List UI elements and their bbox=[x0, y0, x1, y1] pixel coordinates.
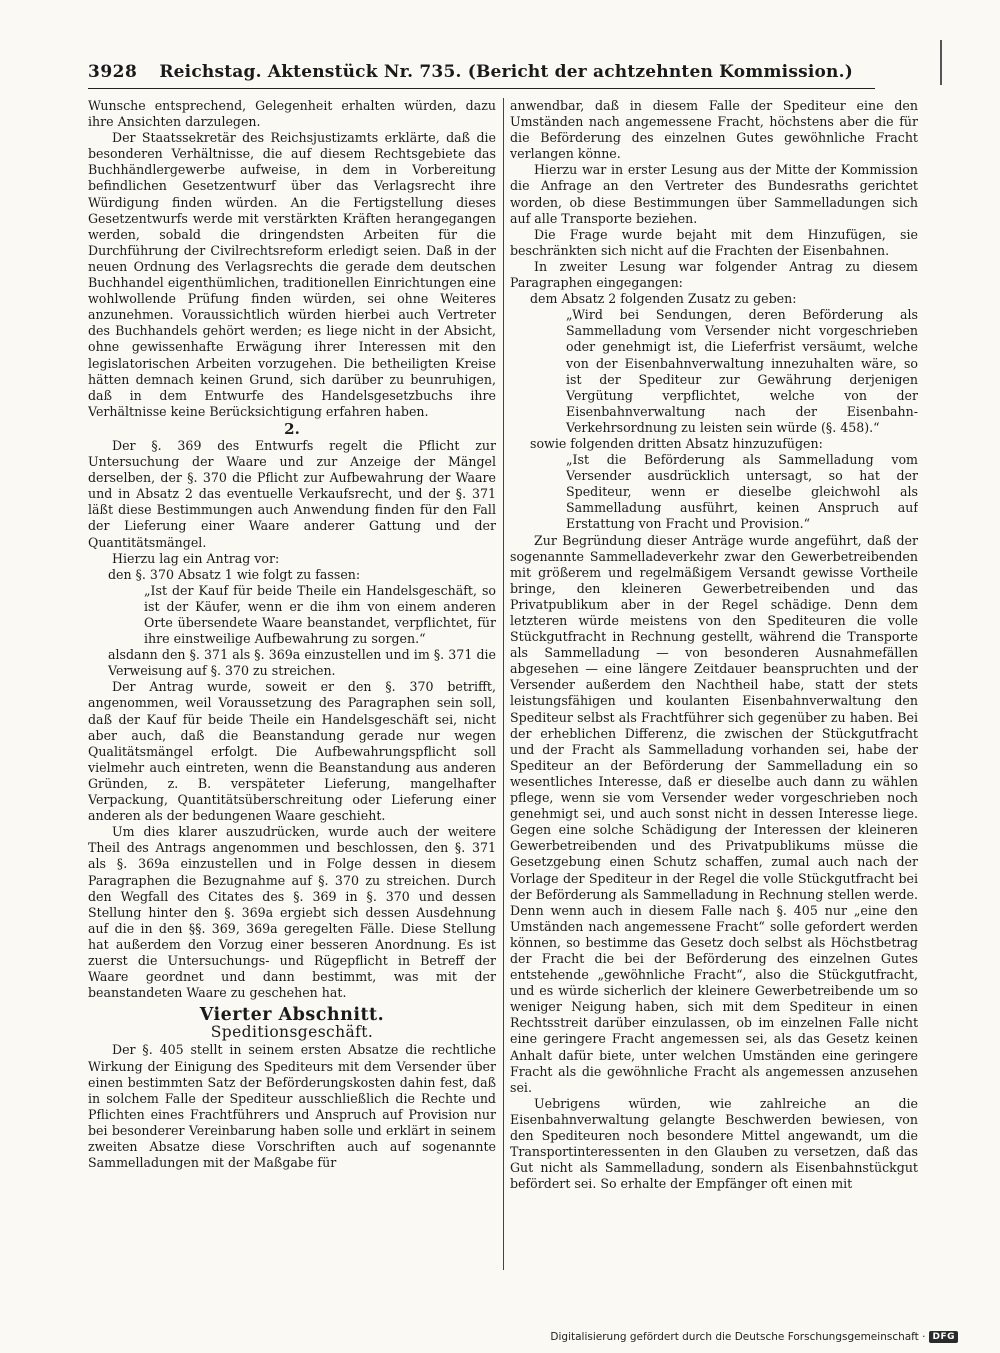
paragraph: Hierzu war in erster Lesung aus der Mitte der Kommission die Anfrage an den Vertreter des Bundesraths gerichtet worden, ob diese Bestimmungen über Sammelladungen sich auf alle Transporte beziehen. bbox=[510, 162, 918, 226]
subsection-heading: Speditionsgeschäft. bbox=[210, 1023, 374, 1042]
paragraph: dem Absatz 2 folgenden Zusatz zu geben: bbox=[530, 291, 797, 307]
page-number: 3928 bbox=[88, 62, 138, 82]
paragraph: Der Staatssekretär des Reichsjustizamts erklärte, daß die besonderen Verhältnisse, die auf diesem Rechtsgebiete das Buchhändlergewerbe aufweise, in dem in Vorbereitung befindlichen Gesetzentwurf über das Verlagsrecht ihre Würdigung finden würden. An die Fertigstellung dieses Gesetzentwurfs werde mit verstärkten Kräften herangegangen werden, sobald die dringendsten Arbeiten für die Durchführung der Civilrechtsreform erledigt seien. Daß in der neuen Ordnung des Verlagsrechts die gerade dem deutschen Buchhandel eigenthümlichen, traditionellen Einrichtungen eine wohlwollende Prüfung finden würden, sei ohne Weiteres anzunehmen. Voraussichtlich würden hierbei auch Vertreter des Buchhandels gehört werden; es liege nicht in der Absicht, ohne gewissenhafte Erwägung ihrer Interessen mit den legislatorischen Arbeiten vorzugehen. Die betheiligten Kreise hätten demnach keinen Grund, sich darüber zu beunruhigen, daß in dem Entwurfe des Handelsgesetzbuchs ihre Verhältnisse keine Berücksichtigung erfahren haben. bbox=[88, 130, 496, 419]
paragraph: den §. 370 Absatz 1 wie folgt zu fassen: bbox=[108, 566, 361, 582]
column-divider bbox=[503, 98, 504, 1270]
paragraph: „Ist die Beförderung als Sammelladung vom Versender ausdrücklich untersagt, so hat der Spediteur, wenn er dieselbe gleichwohl als Sammelladung ausführt, keinen Anspruch auf Erstattung von Fracht und Provision.“ bbox=[566, 452, 918, 532]
footer-text: Digitalisierung gefördert durch die Deutsche Forschungsgemeinschaft · bbox=[550, 1331, 926, 1343]
paragraph: Uebrigens würden, wie zahlreiche an die Eisenbahnverwaltung gelangte Beschwerden bewiesen, von den Spediteuren noch besondere Mittel angewandt, um die Transportinteressenten in den Glauben zu versetzen, daß das Gut nicht als Sammelladung, sondern als Eisenbahnstückgut befördert sei. So erhalte der Empfänger oft einen mit bbox=[510, 1095, 918, 1192]
paragraph: anwendbar, daß in diesem Falle der Spediteur eine den Umständen nach angemessene Fracht, höchstens aber die für die Beförderung des einzelnen Gutes gewöhnliche Fracht verlangen könne. bbox=[510, 98, 918, 162]
paragraph: Die Frage wurde bejaht mit dem Hinzufügen, sie beschränkten sich nicht auf die Frachten der Eisenbahnen. bbox=[510, 226, 918, 258]
scan-edge-mark bbox=[940, 40, 942, 85]
paragraph: „Ist der Kauf für beide Theile ein Handelsgeschäft, so ist der Käufer, wenn er die ihm von einem anderen Orte übersendete Waare beanstandet, verpflichtet, für ihre einstweilige Aufbewahrung zu sorgen.“ bbox=[144, 582, 496, 647]
paragraph: Wunsche entsprechend, Gelegenheit erhalten würden, dazu ihre Ansichten darzulegen. bbox=[88, 98, 496, 130]
header-rule bbox=[88, 88, 875, 89]
paragraph: Hierzu lag ein Antrag vor: bbox=[112, 550, 280, 566]
paragraph: Zur Begründung dieser Anträge wurde angeführt, daß der sogenannte Sammelladeverkehr zwar den Gewerbetreibenden mit größerem und regelmäßigem Versandt gewisse Vortheile bringe, den kleineren Gewerbetreibenden und das Privatpublikum aber in der Regel schädige. Denn dem letzteren würde meistens von den Spediteuren die volle Stückgutfracht in Rechnung gestellt, während die Transporte als Sammelladung — von besonderen Ausnahmefällen abgesehen — eine längere Zeitdauer beanspruchten und der Versender außerdem den Nachtheil habe, statt der stets leistungsfähigen und koulanten Eisenbahnverwaltung den Spediteur selbst als Frachtführer sich gegenüber zu haben. Bei der erheblichen Differenz, die zwischen der Stückgutfracht und der Fracht als Sammelladung vorhanden sei, habe der Spediteur an der Beförderung der Sammelladung ein so wesentliches Interesse, daß er dieselbe auch dann zu wählen pflege, wenn sie vom Versender weder vorgeschrieben noch genehmigt sei, und auch sonst nicht in dessen Interesse liege. Gegen eine solche Schädigung der Interessen der kleineren Gewerbetreibenden und des Privatpublikums müsse die Gesetzgebung einen Schutz schaffen, zumal auch nach der Vorlage der Spediteur in der Regel die volle Stückgutfracht bei der Beförderung als Sammelladung in Rechnung stellen werde. Denn wenn auch in diesem Falle nach §. 405 nur „eine den Umständen nach angemessene Fracht“ solle gefordert werden können, so bestimme das Gesetz doch selbst als Höchstbetrag der Fracht die bei der Beförderung des einzelnen Gutes entstehende „gewöhnliche Fracht“, also die Stückgutfracht, und es würde sicherlich der kleinere Gewerbetreibende um so weniger Neigung haben, sich mit dem Spediteur in einen Rechtsstreit darüber einzulassen, ob im einzelnen Falle nicht eine geringere Fracht angemessen sei, als das Gesetz keinen Anhalt dafür biete, unter welchen Umständen eine geringere Fracht als die gewöhnliche Fracht als angemessen anzusehen sei. bbox=[510, 532, 918, 1095]
left-column bbox=[88, 98, 496, 1270]
page-running-title: Reichstag. Aktenstück Nr. 735. (Bericht der achtzehnten Kommission.) bbox=[159, 62, 853, 82]
paragraph: sowie folgenden dritten Absatz hinzuzufügen: bbox=[530, 435, 823, 451]
paragraph: Um dies klarer auszudrücken, wurde auch der weitere Theil des Antrags angenommen und beschlossen, den §. 371 als §. 369a einzustellen und in Folge dessen in diesem Paragraphen die Bezugnahme auf §. 370 zu streichen. Durch den Wegfall des Citates des §. 369 in §. 370 und dessen Stellung hinter den §. 369a ergiebt sich dessen Ausdehnung auf die in den §§. 369, 369a geregelten Fälle. Diese Stellung hat außerdem den Vorzug einer besseren Anordnung. Es ist zuerst die Untersuchungs- und Rügepflicht in Betreff der Waare geordnet und dann bestimmt, was mit der beanstandeten Waare zu geschehen hat. bbox=[88, 824, 496, 1001]
dfg-logo: DFG bbox=[929, 1331, 958, 1343]
paragraph: In zweiter Lesung war folgender Antrag zu diesem Paragraphen eingegangen: bbox=[510, 258, 918, 291]
section-heading: Vierter Abschnitt. bbox=[199, 1005, 385, 1026]
item-number: 2. bbox=[284, 419, 300, 438]
page-header bbox=[88, 58, 875, 86]
paragraph: Der §. 369 des Entwurfs regelt die Pflicht zur Untersuchung der Waare und zur Anzeige der Mängel derselben, der §. 370 die Pflicht zur Aufbewahrung der Waare und in Absatz 2 das eventuelle Verkaufsrecht, und der §. 371 läßt diese Bestimmungen auch Anwendung finden für den Fall der Lieferung einer Waare anderer Gattung und der Quantitätsmängel. bbox=[88, 437, 496, 550]
paragraph: Der Antrag wurde, soweit er den §. 370 betrifft, angenommen, weil Voraussetzung des Paragraphen sein soll, daß der Kauf für beide Theile ein Handelsgeschäft sei, nicht aber auch, daß die Beanstandung gerade nur wegen Qualitätsmängel erfolgt. Die Aufbewahrungspflicht soll vielmehr auch eintreten, wenn die Beanstandung aus anderen Gründen, z. B. verspäteter Lieferung, mangelhafter Verpackung, Quantitätsüberschreitung oder Lieferung einer anderen als der bedungenen Waare geschieht. bbox=[88, 679, 496, 824]
paragraph: alsdann den §. 371 als §. 369a einzustellen und im §. 371 die Verweisung auf §. 370 zu streichen. bbox=[108, 647, 496, 679]
right-column bbox=[510, 98, 918, 1270]
paragraph: „Wird bei Sendungen, deren Beförderung als Sammelladung vom Versender nicht vorgeschrieben oder genehmigt ist, die Lieferfrist versäumt, welche von der Eisenbahnverwaltung innezuhalten wäre, so ist der Spediteur zur Gewährung derjenigen Vergütung verpflichtet, welche von der Eisenbahnverwaltung nach der Eisenbahn-Verkehrsordnung zu leisten sein würde (§. 458).“ bbox=[566, 307, 918, 435]
paragraph: Der §. 405 stellt in seinem ersten Absatze die rechtliche Wirkung der Einigung des Spediteurs mit dem Versender über einen bestimmten Satz der Beförderungskosten dahin fest, daß in solchem Falle der Spediteur ausschließlich die Rechte und Pflichten eines Frachtführers und Anspruch auf Provision nur bei besonderer Vereinbarung haben solle und erklärt in seinem zweiten Absatze diese Vorschriften auch auf sogenannte Sammelladungen mit der Maßgabe für bbox=[88, 1042, 496, 1171]
footer-credit bbox=[550, 1331, 958, 1343]
